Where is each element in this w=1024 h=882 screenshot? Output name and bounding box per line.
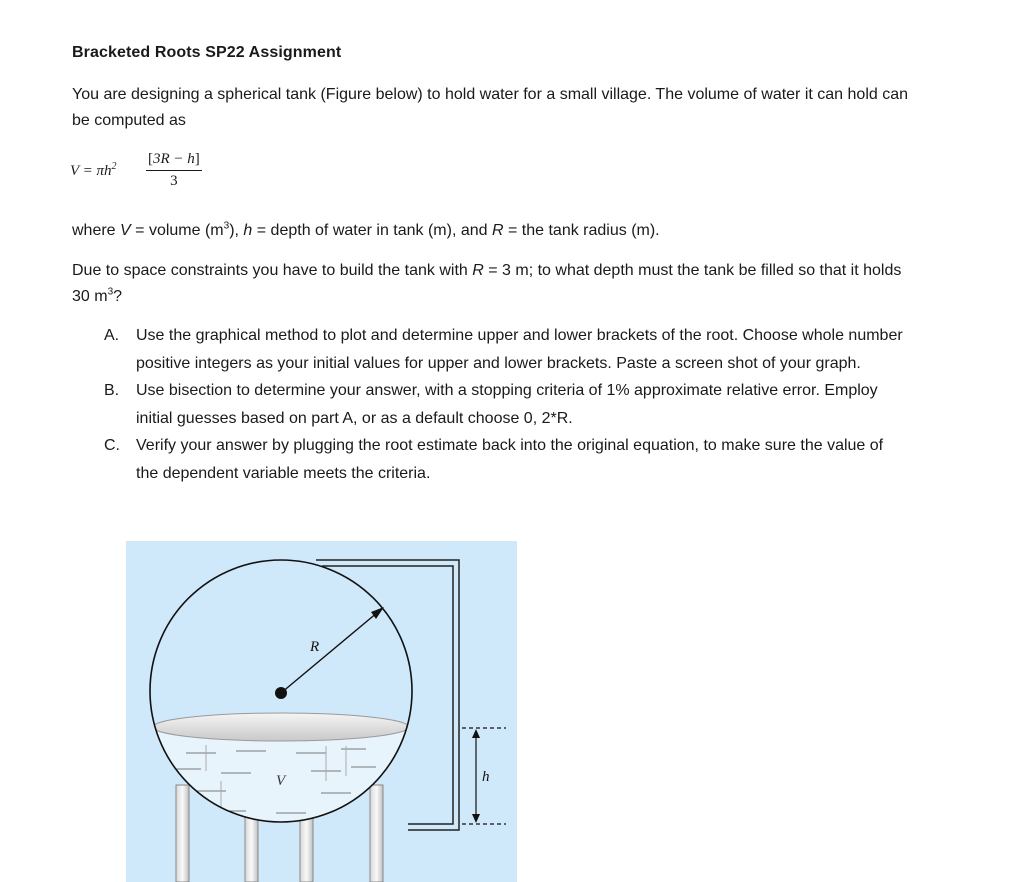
equation-numerator-text: 3R − h bbox=[153, 151, 195, 167]
list-item bbox=[104, 432, 904, 487]
where-text-5: = the tank radius (m). bbox=[503, 222, 660, 239]
where-var-r: R bbox=[492, 222, 504, 239]
constraint-text-3: ? bbox=[113, 288, 123, 305]
radius-label: R bbox=[310, 639, 320, 655]
page-title: Bracketed Roots SP22 Assignment bbox=[72, 44, 342, 61]
list-item-text: Verify your answer by plugging the root estimate back into the original equation, to make sure the value of the dependent variable meets the criteria. bbox=[136, 437, 884, 482]
list-marker: C. bbox=[104, 437, 120, 454]
where-var-h: h bbox=[243, 222, 253, 239]
where-exponent: 3 bbox=[223, 220, 230, 232]
depth-label: h bbox=[482, 769, 490, 785]
equation-fraction bbox=[146, 148, 202, 191]
where-text-2: = volume (m bbox=[130, 222, 224, 239]
spherical-tank-figure bbox=[126, 541, 517, 882]
where-text-4: = depth of water in tank (m), and bbox=[252, 222, 492, 239]
list-marker: B. bbox=[104, 382, 120, 399]
equation-lhs bbox=[70, 163, 117, 180]
list-marker: A. bbox=[104, 327, 120, 344]
volume-label: V bbox=[276, 773, 286, 789]
equation-exponent: 2 bbox=[111, 161, 117, 172]
where-text-1: where bbox=[72, 222, 121, 239]
list-item bbox=[104, 377, 904, 432]
constraint-text-1: Due to space constraints you have to build the tank with bbox=[72, 262, 473, 279]
equation-numerator: [3R − h] bbox=[146, 148, 202, 171]
list-item-text: Use the graphical method to plot and determine upper and lower brackets of the root. Choose whole number positive integers as your initial values for upper and lower brackets. Paste a screen shot of your graph. bbox=[136, 327, 903, 372]
intro-paragraph: You are designing a spherical tank (Figure below) to hold water for a small village. The volume of water it can hold can be computed as bbox=[72, 86, 909, 129]
constraint-exponent: 3 bbox=[107, 286, 114, 298]
constraint-paragraph bbox=[72, 258, 912, 310]
constraint-var-r: R bbox=[472, 262, 484, 279]
list-item-text: Use bisection to determine your answer, with a stopping criteria of 1% approximate relative error. Employ initial guesses based on part A, or as a default choose 0, 2*R. bbox=[136, 382, 878, 427]
where-var-v: V bbox=[120, 222, 131, 239]
equation-lhs-text: V = πh bbox=[70, 163, 112, 179]
task-list bbox=[104, 322, 904, 487]
variable-definitions bbox=[72, 218, 912, 244]
equation-denominator: 3 bbox=[170, 173, 178, 189]
list-item bbox=[104, 322, 904, 377]
constraint-text-2: = 3 m; to what depth must the tank be filled so that it holds 30 m bbox=[72, 262, 902, 305]
where-text-3: ), bbox=[229, 222, 244, 239]
